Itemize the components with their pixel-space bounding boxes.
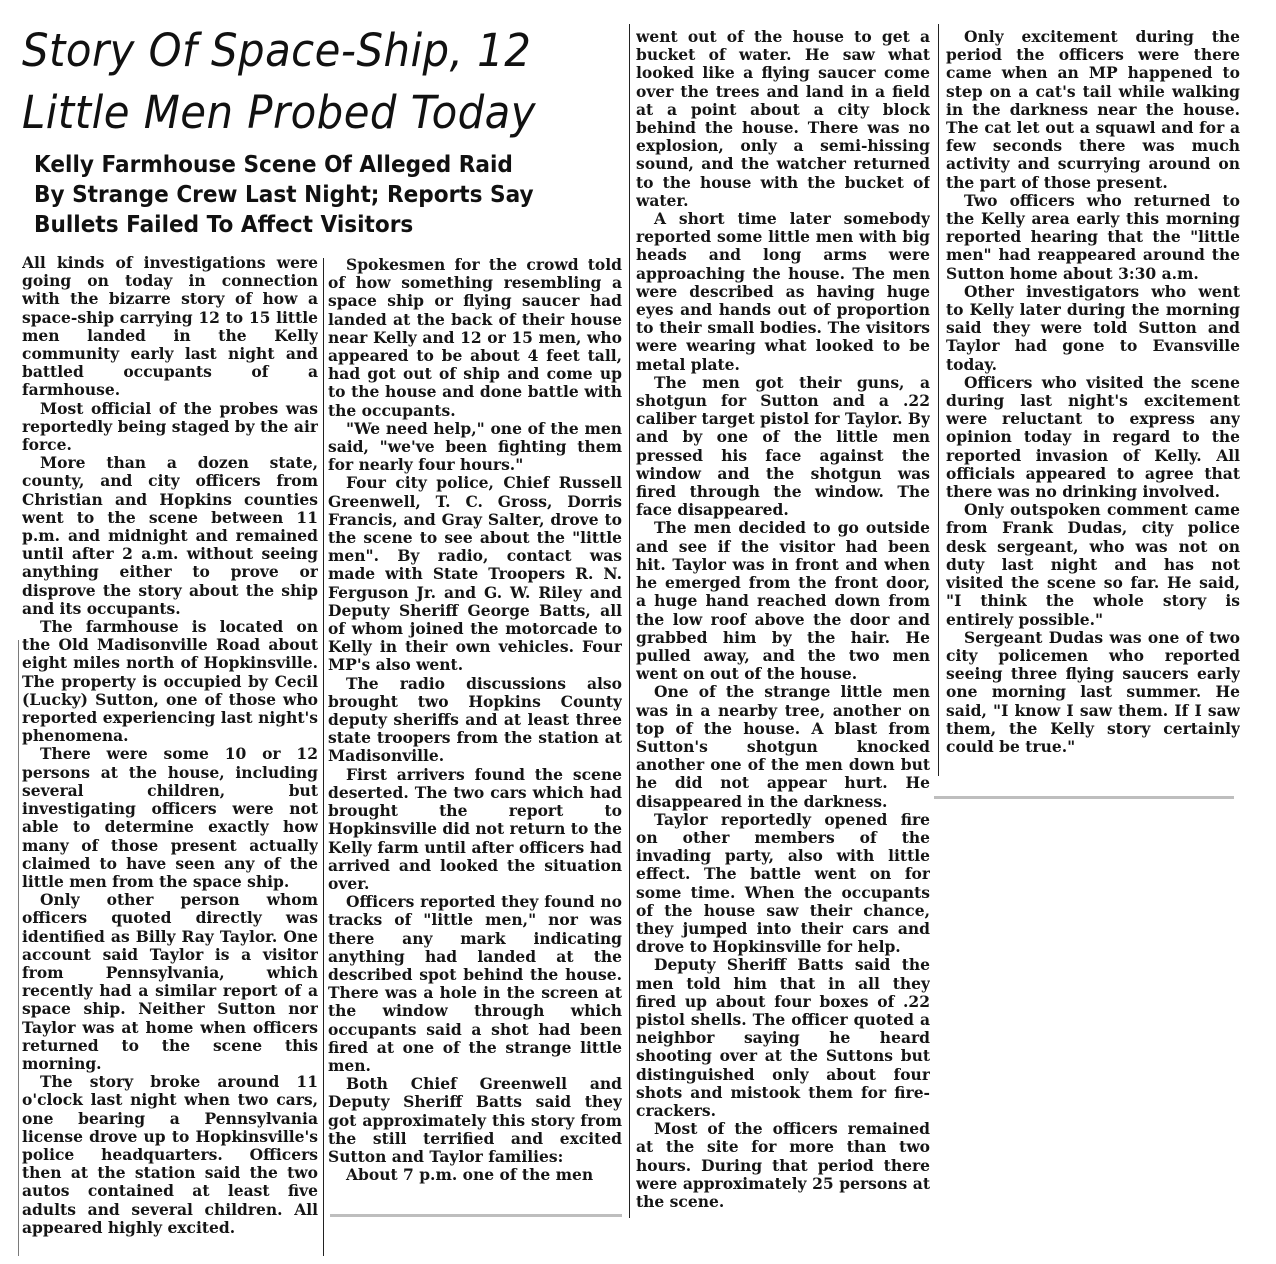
- column-rule: [938, 24, 939, 776]
- column-rule: [323, 258, 324, 1256]
- paragraph: Four city police, Chief Russell Greenwell, T. C. Gross, Dorris Francis, and Gray Salter, drove to the scene to see about the "little men". By radio, contact was made with State Troopers R. N. Ferguson Jr. and G. W. Riley and Deputy Sheriff George Batts, all of whom joined the motorcade to Kelly in their own vehicles. Four MP's also went.: [328, 473, 622, 675]
- subheadline-line-3: Bullets Failed To Affect Visitors: [34, 212, 414, 238]
- paragraph: Deputy Sheriff Batts said the men told him that in all they fired up about four boxes of .22 pistol shells. The officer quoted a neighbor saying he heard shooting over at the Suttons but distinguished only about four shots and mistook them for fire-crackers.: [636, 955, 930, 1120]
- paragraph: All kinds of investigations were going on today in connection with the bizarre story of how a space-ship carrying 12 to 15 little men landed in the Kelly community early last night and battled occupants of a farmhouse.: [22, 254, 318, 400]
- paragraph: went out of the house to get a bucket of water. He saw what looked like a flying saucer come over the trees and land in a field at a point about a city block behind the house. There was no explosion, only a semi-hissing sound, and the watcher returned to the house with the bucket of water.: [636, 28, 930, 210]
- paragraph: One of the strange little men was in a nearby tree, another on top of the house. A blast from Sutton's shotgun knocked another one of the men down but he did not appear hurt. He disappeared in the darkness.: [636, 682, 930, 811]
- article-column-1: [22, 254, 318, 1258]
- print-smudge: [330, 1214, 622, 1217]
- paragraph: Sergeant Dudas was one of two city policemen who reported seeing three flying saucers early one morning last summer. He said, "I know I saw them. If I saw them, the Kelly story certainly could be true.": [946, 627, 1240, 756]
- paragraph: The men got their guns, a shotgun for Sutton and a .22 caliber target pistol for Taylor. By and by one of the little men pressed his face against the window and the shotgun was fired through the window. The face disappeared.: [636, 372, 930, 520]
- paragraph: Only other person whom officers quoted directly was identified as Billy Ray Taylor. One account said Taylor is a visitor from Pennsylvania, which recently had a similar report of a space ship. Neither Sutton nor Taylor was at home when officers returned to the scene this morning.: [22, 890, 318, 1073]
- article-column-2: [328, 256, 622, 1214]
- subheadline-line-2: By Strange Crew Last Night; Reports Say: [34, 182, 534, 208]
- subheadline: [34, 150, 560, 240]
- paragraph: About 7 p.m. one of the men: [346, 1165, 594, 1185]
- paragraph: "We need help," one of the men said, "we've been fighting them for nearly four hours.": [328, 418, 622, 475]
- headline-line-1: Story Of Space-Ship, 12: [22, 24, 532, 77]
- paragraph: Only excitement during the period the officers were there came when an MP happened to step on a cat's tail while walking in the darkness near the house. The cat let out a squawl and for a few seconds there was much activity and scurrying around on the part of those present.: [946, 28, 1240, 192]
- headline-line-2: Little Men Probed Today: [22, 86, 537, 139]
- subheadline-line-1: Kelly Farmhouse Scene Of Alleged Raid: [34, 152, 513, 178]
- column-rule: [18, 640, 19, 1256]
- article-column-4: [946, 28, 1240, 773]
- article-column-3: [636, 28, 930, 1218]
- paragraph: First arrivers found the scene deserted. The two cars which had brought the report to Hopkinsville did not return to the Kelly farm until after officers had arrived and looked the situation over.: [328, 764, 622, 893]
- paragraph: Officers reported they found no tracks of "little men," nor was there any mark indicating anything had landed at the described spot behind the house. There was a hole in the screen at the window through which occupants said a shot had been fired at one of the strange little men.: [328, 892, 622, 1075]
- headline: [22, 20, 580, 144]
- print-smudge: [934, 796, 1234, 799]
- paragraph: Spokesmen for the crowd told of how something resembling a space ship or flying saucer had landed at the back of their house near Kelly and 12 or 15 men, who appeared to be about 4 feet tall, had got out of ship and come up to the house and done battle with the occupants.: [328, 256, 622, 420]
- paragraph: A short time later somebody reported some little men with big heads and long arms were approaching the house. The men were described as having huge eyes and hands out of proportion to their small bodies. The visitors were wearing what looked to be metal plate.: [636, 209, 930, 374]
- paragraph: The men decided to go outside and see if the visitor had been hit. Taylor was in front and when he emerged from the front door, a huge hand reached down from the low roof above the door and grabbed him by the hair. He pulled away, and the two men went on out of the house.: [636, 518, 930, 684]
- paragraph: Most of the officers remained at the site for more than two hours. During that period there were approximately 25 persons at the scene.: [636, 1119, 930, 1211]
- paragraph: Two officers who returned to the Kelly area early this morning reported hearing that the "little men" had reappeared around the Sutton home about 3:30 a.m.: [946, 190, 1240, 283]
- paragraph: More than a dozen state, county, and city officers from Christian and Hopkins counties went to the scene between 11 p.m. and midnight and remained until after 2 a.m. without seeing anything either to prove or disprove the story about the ship and its occupants.: [22, 453, 318, 618]
- paragraph: The radio discussions also brought two Hopkins County deputy sheriffs and at least three state troopers from the station at Madisonville.: [328, 673, 622, 766]
- paragraph: Both Chief Greenwell and Deputy Sheriff Batts said they got approximately this story from the still terrified and excited Sutton and Taylor families:: [328, 1074, 622, 1166]
- paragraph: Taylor reportedly opened fire on other members of the invading party, also with little effect. The battle went on for some time. When the occupants of the house saw their chance, they jumped into their cars and drove to Hopkinsville for help.: [636, 809, 930, 957]
- column-rule: [629, 24, 630, 1218]
- paragraph: There were some 10 or 12 persons at the house, including several children, but investigating officers were not able to determine exactly how many of those present actually claimed to have seen any of the little men from the space ship.: [22, 744, 318, 891]
- paragraph: Other investigators who went to Kelly later during the morning said they were told Sutton and Taylor had gone to Evansville today.: [946, 281, 1240, 374]
- paragraph: Officers who visited the scene during last night's excitement were reluctant to express any opinion today in regard to the reported invasion of Kelly. All officials appeared to agree that there was no drinking involved.: [946, 372, 1240, 502]
- paragraph: Most official of the probes was reportedly being staged by the air force.: [22, 398, 318, 455]
- paragraph: The farmhouse is located on the Old Madisonville Road about eight miles north of Hopkinsville. The property is occupied by Cecil (Lucky) Sutton, one of those who reported experiencing last night's phenomena.: [22, 617, 318, 746]
- paragraph: The story broke around 11 o'clock last night when two cars, one bearing a Pennsylvania license drove up to Hopkinsville's police headquarters. Officers then at the station said the two autos contained at least five adults and several children. All appeared highly excited.: [22, 1072, 318, 1237]
- paragraph: Only outspoken comment came from Frank Dudas, city police desk sergeant, who was not on duty last night and has not visited the scene so far. He said, "I think the whole story is entirely possible.": [946, 500, 1240, 629]
